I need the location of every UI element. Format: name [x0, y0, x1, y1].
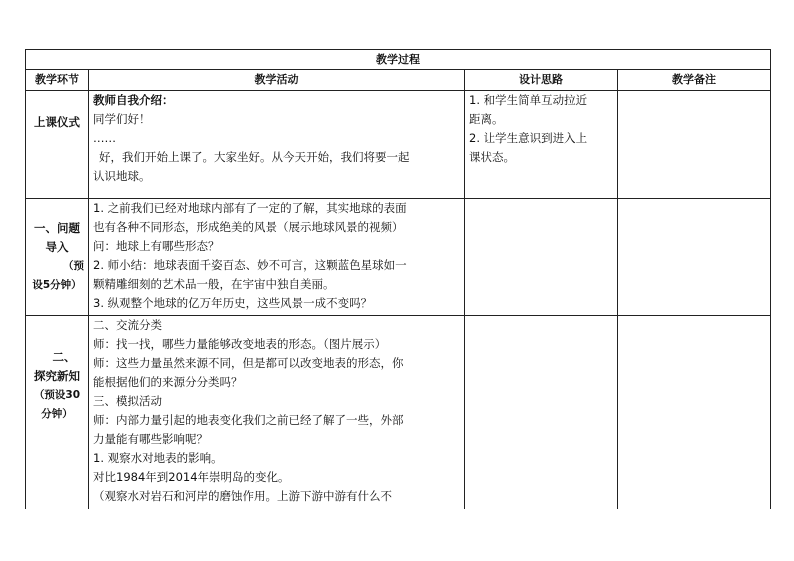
- stage-cell: [26, 316, 89, 510]
- activity-line: 1. 之前我们已经对地球内部有了一定的了解，其实地球的表面: [93, 201, 407, 215]
- activity-line: 同学们好！: [93, 112, 151, 126]
- table-row: [26, 91, 771, 199]
- activity-cell: [89, 91, 465, 199]
- activity-line: 力量能有哪些影响呢？: [93, 432, 208, 446]
- notes-cell: [618, 91, 771, 199]
- stage-cell: [26, 199, 89, 316]
- activity-line: 师：内部力量引起的地表变化我们之前已经了解了一些，外部: [93, 413, 404, 427]
- activity-line: 1. 观察水对地表的影响。: [93, 451, 223, 465]
- design-line: 距离。: [469, 112, 504, 126]
- activity-line: 对比1984年到2014年崇明岛的变化。: [93, 470, 290, 484]
- activity-line: 认识地球。: [93, 169, 151, 183]
- lesson-plan-table: [25, 49, 771, 509]
- stage-label: （预: [63, 260, 84, 272]
- design-line: 课状态。: [469, 150, 515, 164]
- stage-label: 二、: [52, 350, 76, 364]
- table-title: 教学过程: [26, 50, 771, 70]
- design-cell: [465, 199, 618, 316]
- activity-cell: [89, 199, 465, 316]
- design-line: 1. 和学生简单互动拉近: [469, 93, 588, 107]
- design-line: 2. 让学生意识到进入上: [469, 131, 588, 145]
- activity-line: ……: [93, 131, 116, 145]
- activity-line: 师：找一找，哪些力量能够改变地表的形态。（图片展示）: [93, 337, 387, 351]
- stage-label: 上课仪式: [34, 115, 80, 129]
- activity-line: 2. 师小结：地球表面千姿百态、妙不可言，这颗蓝色星球如一: [93, 258, 407, 272]
- activity-line: 能根据他们的来源分分类吗？: [93, 375, 243, 389]
- activity-line: 也有各种不同形态，形成绝美的风景（展示地球风景的视频）: [93, 220, 404, 234]
- notes-cell: [618, 316, 771, 510]
- activity-line: 教师自我介绍：: [93, 93, 174, 107]
- design-cell: [465, 91, 618, 199]
- design-cell: [465, 316, 618, 510]
- stage-label: 设5分钟）: [32, 279, 82, 291]
- header-row: [26, 70, 771, 91]
- activity-line: 3. 纵观整个地球的亿万年历史，这些风景一成不变吗？: [93, 296, 373, 310]
- header-activity: 教学活动: [89, 70, 465, 91]
- stage-label: 探究新知: [34, 369, 80, 383]
- activity-line: 好，我们开始上课了。大家坐好。从今天开始，我们将要一起: [99, 150, 410, 164]
- stage-label: 分钟）: [41, 408, 73, 420]
- activity-line: 二、交流分类: [93, 318, 162, 332]
- table-title-row: [26, 50, 771, 70]
- header-notes: 教学备注: [618, 70, 771, 91]
- header-design: 设计思路: [465, 70, 618, 91]
- stage-cell: [26, 91, 89, 199]
- stage-label: 一、问题: [34, 221, 80, 235]
- table-row: [26, 316, 771, 510]
- activity-line: （观察水对岩石和河岸的磨蚀作用。上游下游中游有什么不: [93, 489, 392, 503]
- table-row: [26, 199, 771, 316]
- activity-line: 三、模拟活动: [93, 394, 162, 408]
- header-stage: 教学环节: [26, 70, 89, 91]
- stage-label: 导入: [45, 240, 69, 254]
- activity-line: 师：这些力量虽然来源不同，但是都可以改变地表的形态，你: [93, 356, 404, 370]
- stage-label: （预设30: [33, 389, 81, 401]
- activity-cell: [89, 316, 465, 510]
- activity-line: 颗精雕细刻的艺术品一般，在宇宙中独自美丽。: [93, 277, 335, 291]
- notes-cell: [618, 199, 771, 316]
- activity-line: 问：地球上有哪些形态？: [93, 239, 220, 253]
